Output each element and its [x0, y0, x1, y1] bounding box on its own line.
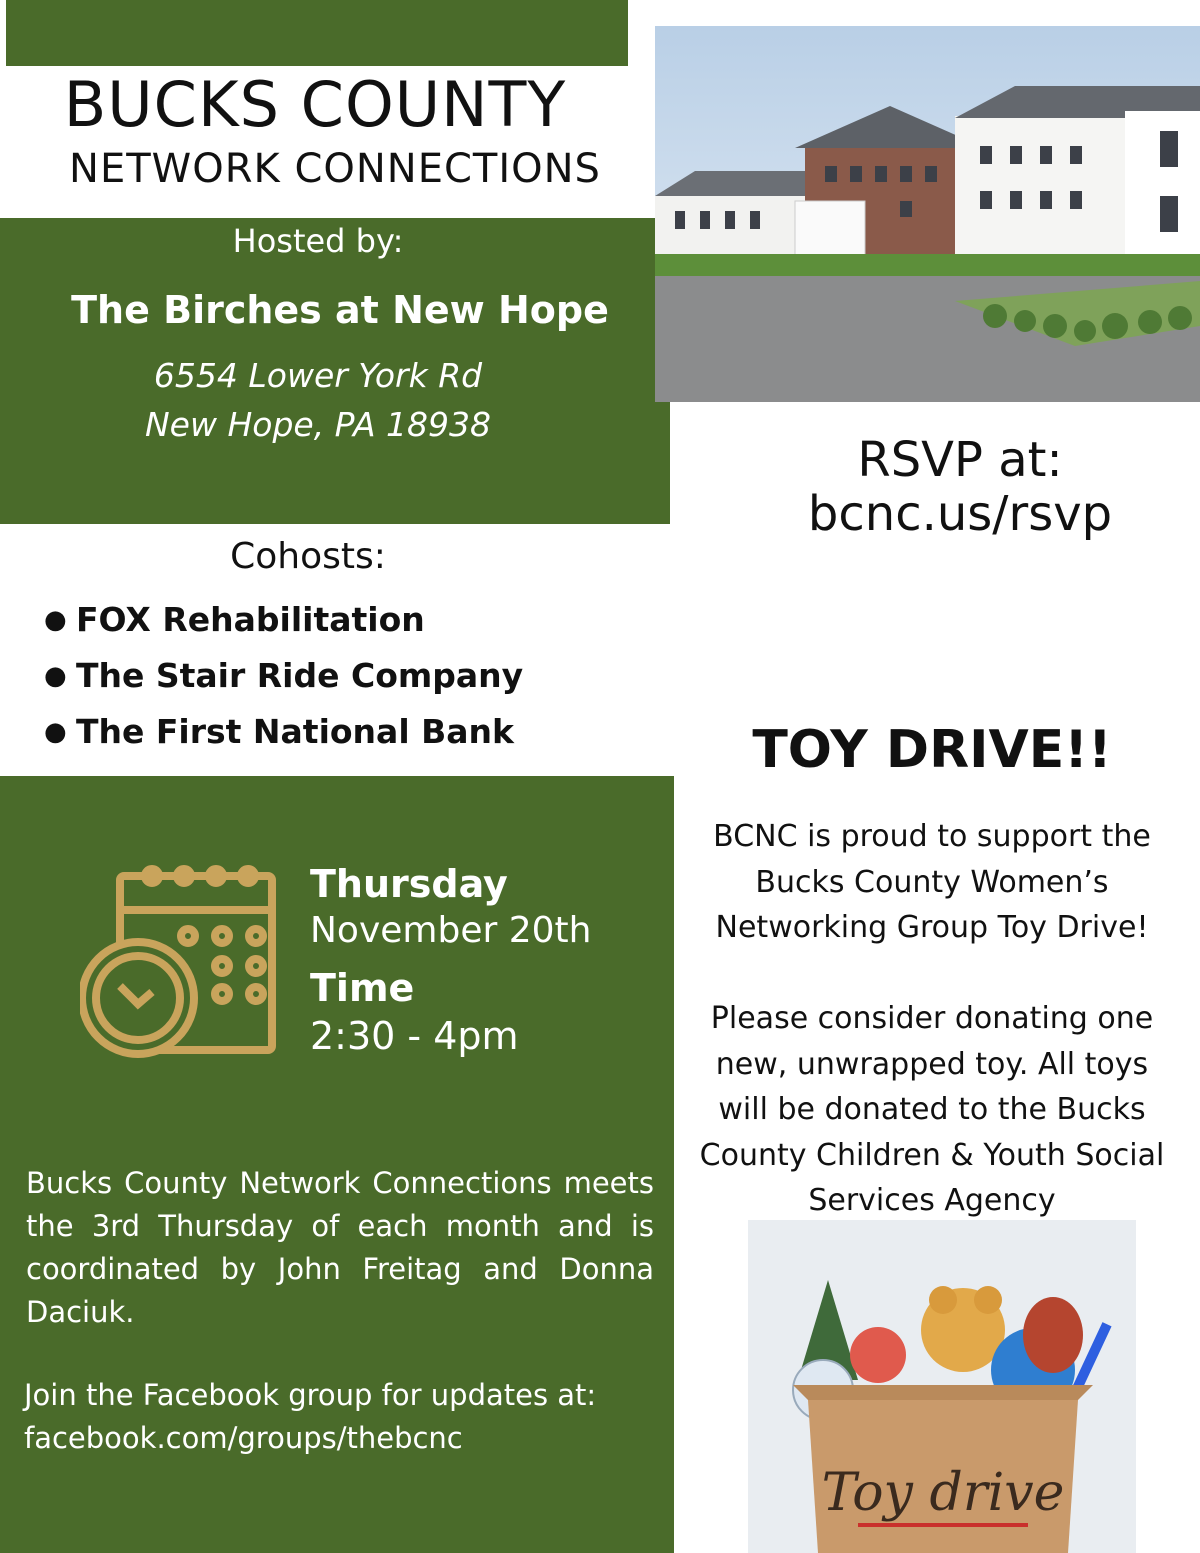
- host-name: The Birches at New Hope: [71, 288, 609, 332]
- event-date: November 20th: [310, 910, 592, 951]
- cohost-name: FOX Rehabilitation: [76, 600, 425, 639]
- cohosts-list: [44, 598, 523, 766]
- facebook-link[interactable]: facebook.com/groups/thebcnc: [24, 1421, 463, 1455]
- toy-drive-title: TOY DRIVE!!: [752, 720, 1112, 780]
- page-subtitle: NETWORK CONNECTIONS: [69, 146, 601, 192]
- bullet-icon: ●: [44, 661, 67, 691]
- event-time: 2:30 - 4pm: [310, 1014, 519, 1058]
- calendar-clock-icon: [80, 862, 280, 1066]
- address-line-2: New Hope, PA 18938: [144, 405, 491, 444]
- bullet-icon: ●: [44, 717, 67, 747]
- toy-box-label: Toy drive: [821, 1463, 1065, 1523]
- event-day: Thursday: [310, 862, 508, 906]
- rsvp-link[interactable]: bcnc.us/rsvp: [807, 486, 1113, 542]
- facebook-prompt: Join the Facebook group for updates at:: [24, 1378, 597, 1412]
- top-green-bar: [6, 0, 628, 66]
- rsvp-label: RSVP at:: [857, 432, 1063, 488]
- list-item: [44, 654, 523, 710]
- cohost-name: The First National Bank: [76, 712, 514, 751]
- building-photo: [655, 26, 1200, 402]
- list-item: [44, 710, 523, 766]
- bullet-icon: ●: [44, 605, 67, 635]
- toy-drive-paragraph-2: Please consider donating one new, unwrapped toy. All toys will be donated to the Bucks County Children & Youth Social Services Agency: [699, 1001, 1165, 1218]
- toy-drive-paragraph-1: BCNC is proud to support the Bucks County Women’s Networking Group Toy Drive!: [713, 819, 1151, 945]
- cohosts-title: Cohosts:: [230, 536, 386, 577]
- page-title: BUCKS COUNTY: [63, 68, 567, 141]
- group-description: Bucks County Network Connections meets the 3rd Thursday of each month and is coordinated by John Freitag and Donna Daciuk.: [26, 1166, 654, 1329]
- list-item: [44, 598, 523, 654]
- toy-box-photo: [748, 1220, 1136, 1553]
- address-line-1: 6554 Lower York Rd: [153, 356, 483, 395]
- cohost-name: The Stair Ride Company: [76, 656, 524, 695]
- hosted-by-label: Hosted by:: [232, 222, 404, 260]
- time-label: Time: [310, 966, 415, 1010]
